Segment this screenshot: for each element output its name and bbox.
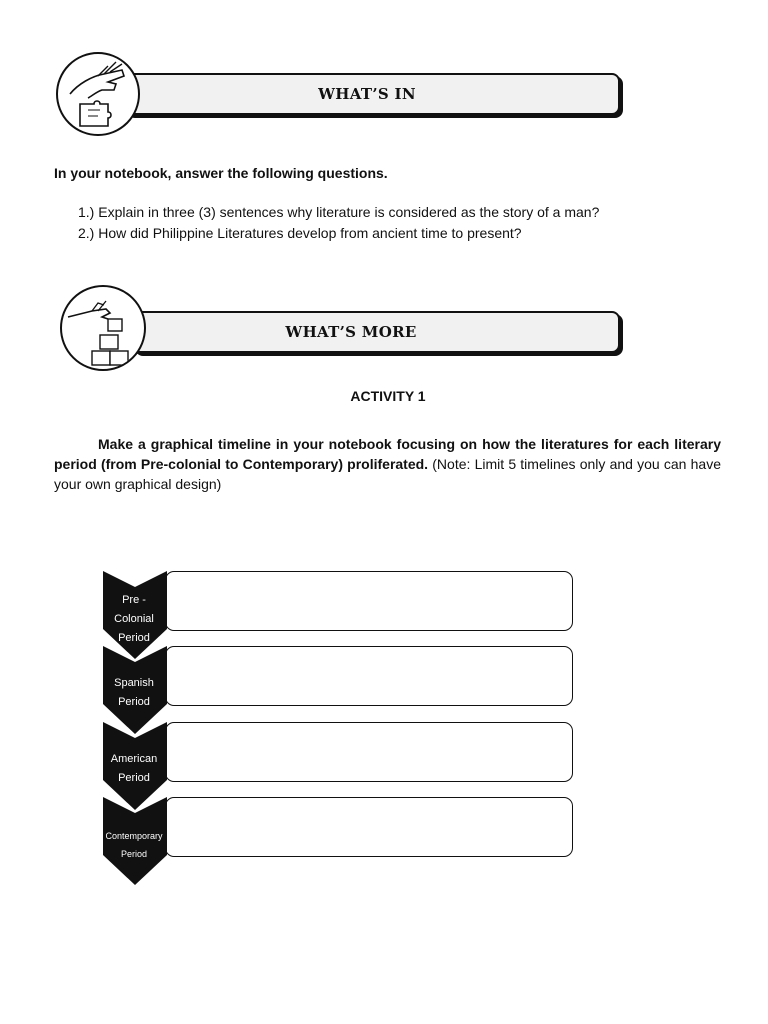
timeline-label: Contemporary Period [105, 831, 163, 859]
hand-puzzle-icon [56, 52, 140, 136]
instructions: In your notebook, answer the following questions. [54, 165, 388, 181]
timeline-label: Spanish Period [114, 677, 154, 708]
whats-in-title: WHAT’S IN [318, 85, 416, 103]
timeline-label: Pre - Colonial Period [114, 594, 154, 644]
activity-instruction-bold: Make a graphical timeline in your notebook focusing on how the literatures for each literary period (from Pre-colonial to Contemporary) proliferated. [54, 436, 721, 472]
activity-instruction [54, 434, 721, 494]
timeline-box [165, 797, 573, 857]
timeline-row [103, 797, 573, 889]
activity-title: ACTIVITY 1 [350, 388, 426, 404]
timeline-row [103, 571, 573, 644]
hand-blocks-icon [60, 285, 146, 371]
timeline-box [165, 571, 573, 631]
question-2: 2.) How did Philippine Literatures develop from ancient time to present? [78, 225, 522, 241]
timeline-row [103, 722, 573, 784]
whats-more-bar [132, 311, 620, 353]
timeline-box [165, 722, 573, 782]
activity-instruction-note: (Note: Limit 5 timelines only and you can have your own graphical design) [54, 456, 722, 492]
whats-more-title: WHAT’S MORE [285, 323, 417, 341]
timeline-label: American Period [110, 753, 158, 784]
whats-in-bar [124, 73, 620, 115]
timeline-box [165, 646, 573, 706]
question-1: 1.) Explain in three (3) sentences why literature is considered as the story of a man? [78, 204, 600, 220]
timeline-row [103, 646, 573, 708]
